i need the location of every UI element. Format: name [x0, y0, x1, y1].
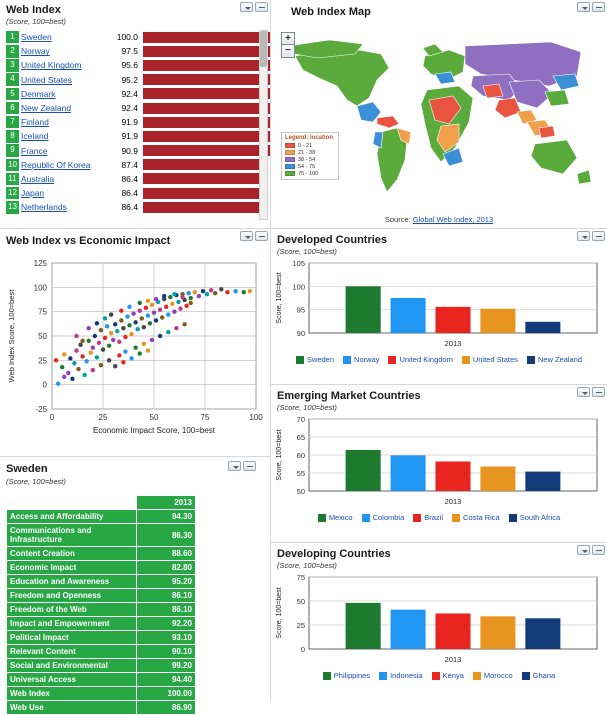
rank-badge: 11 — [6, 173, 19, 186]
sweden-table — [6, 495, 196, 715]
rank-badge: 2 — [6, 45, 19, 58]
minimize-icon[interactable] — [592, 2, 605, 12]
indicator-value: 94.40 — [137, 673, 196, 687]
country-link[interactable]: United Kingdom — [21, 60, 82, 71]
map-header-buttons — [577, 2, 605, 12]
legend-swatch — [285, 164, 295, 169]
indicator-value: 94.30 — [137, 510, 196, 524]
legend-item[interactable] — [462, 355, 518, 364]
bar — [143, 117, 272, 128]
zoom-in-button[interactable]: + — [281, 32, 295, 45]
table-row — [7, 589, 196, 603]
svg-text:Score, 100=best: Score, 100=best — [276, 272, 283, 324]
rank-badge: 7 — [6, 116, 19, 129]
svg-text:2013: 2013 — [444, 339, 462, 348]
scatter-panel — [0, 229, 270, 456]
country-link[interactable]: France — [21, 145, 48, 156]
score-value: 92.4 — [121, 88, 138, 99]
table-row — [7, 510, 196, 524]
table-header-blank — [7, 496, 137, 510]
developed-title: Developed Countries — [277, 234, 388, 246]
country-link[interactable]: New Zealand — [21, 103, 72, 114]
sweden-header-buttons — [228, 461, 256, 471]
svg-text:105: 105 — [292, 259, 305, 268]
legend-item[interactable] — [296, 355, 334, 364]
score-value: 100.0 — [116, 32, 138, 43]
scatter-header-buttons — [240, 231, 268, 241]
web-index-header — [0, 0, 270, 26]
indicator-value: 99.20 — [137, 659, 196, 673]
legend-item[interactable] — [432, 671, 464, 680]
table-row — [7, 561, 196, 575]
indicator-label: Web Index — [7, 687, 137, 701]
developing-title: Developing Countries — [277, 548, 391, 560]
legend-label: Norway — [354, 355, 380, 364]
indicator-value: 88.60 — [137, 547, 196, 561]
table-row — [7, 603, 196, 617]
score-value: 90.9 — [121, 145, 138, 156]
minimize-icon[interactable] — [592, 231, 605, 241]
legend-swatch — [323, 672, 331, 680]
legend-item[interactable] — [527, 355, 582, 364]
legend-label: Morocco — [483, 671, 513, 680]
sweden-title: Sweden — [6, 463, 48, 475]
legend-label: Ghana — [532, 671, 556, 680]
developing-chart[interactable] — [271, 571, 607, 673]
country-link[interactable]: Finland — [21, 117, 49, 128]
svg-text:75: 75 — [296, 573, 305, 582]
map-source-link[interactable]: Global Web Index, 2013 — [412, 215, 494, 224]
legend-label: 38 - 54 — [298, 156, 316, 163]
score-value: 92.4 — [121, 103, 138, 114]
rank-badge: 13 — [6, 201, 19, 214]
developed-header-buttons — [577, 231, 605, 241]
list-item[interactable] — [6, 44, 256, 58]
legend-label: Indonesia — [390, 671, 423, 680]
svg-text:55: 55 — [296, 469, 305, 478]
svg-text:Score, 100=best: Score, 100=best — [276, 587, 283, 639]
bar — [143, 202, 264, 213]
legend-label: New Zealand — [537, 355, 583, 364]
svg-text:2013: 2013 — [444, 655, 462, 664]
bar-track — [143, 60, 277, 71]
map-zoom-controls[interactable] — [281, 32, 295, 58]
emerging-legend — [271, 513, 607, 522]
indicator-value: 86.30 — [137, 524, 196, 547]
legend-label: United States — [472, 355, 518, 364]
score-value: 86.4 — [121, 173, 138, 184]
chevron-down-icon[interactable] — [577, 2, 590, 12]
minimize-icon[interactable] — [255, 2, 268, 12]
bar-track — [143, 131, 272, 142]
bar-track — [143, 159, 265, 170]
table-row — [7, 645, 196, 659]
developed-header — [271, 229, 607, 255]
indicator-value: 95.20 — [137, 575, 196, 589]
list-item[interactable] — [6, 158, 256, 172]
svg-text:90: 90 — [296, 329, 305, 338]
developing-header-buttons — [577, 545, 605, 555]
legend-swatch — [296, 356, 304, 364]
table-row — [7, 701, 196, 715]
minimize-icon[interactable] — [592, 387, 605, 397]
minimize-icon[interactable] — [255, 231, 268, 241]
svg-text:25: 25 — [98, 413, 108, 422]
map-source-prefix: Source: — [384, 215, 413, 224]
legend-swatch — [318, 514, 326, 522]
indicator-label: Social and Environmental — [7, 659, 137, 673]
scatter-title: Web Index vs Economic Impact — [6, 235, 171, 247]
developed-subtitle: (Score, 100=best) — [277, 247, 337, 256]
rank-badge: 3 — [6, 59, 19, 72]
svg-text:Score, 100=best: Score, 100=best — [276, 429, 283, 481]
rank-badge: 12 — [6, 187, 19, 200]
map-legend — [281, 132, 339, 180]
legend-item[interactable] — [318, 513, 353, 522]
indicator-value: 86.10 — [137, 589, 196, 603]
bar-track — [143, 103, 272, 114]
legend-swatch — [452, 514, 460, 522]
country-link[interactable]: United States — [21, 74, 73, 85]
scatter-svg — [0, 253, 270, 453]
legend-item — [285, 142, 335, 149]
indicator-value: 86.10 — [137, 603, 196, 617]
emerging-title: Emerging Market Countries — [277, 390, 421, 402]
legend-swatch — [285, 157, 295, 162]
svg-text:125: 125 — [33, 259, 47, 268]
bar-track — [143, 88, 272, 99]
list-item[interactable] — [6, 87, 256, 101]
indicator-label: Content Creation — [7, 547, 137, 561]
legend-swatch — [362, 514, 370, 522]
legend-swatch — [432, 672, 440, 680]
svg-text:50: 50 — [296, 487, 305, 496]
table-row — [7, 575, 196, 589]
bar — [143, 88, 272, 99]
list-item[interactable] — [6, 186, 256, 200]
legend-item[interactable] — [343, 355, 379, 364]
bar — [143, 131, 272, 142]
scatter-header — [0, 229, 270, 255]
svg-text:70: 70 — [296, 415, 305, 424]
bar-chart-svg — [271, 571, 607, 673]
bar-track — [143, 74, 276, 85]
page-title: Web Index — [6, 4, 61, 16]
minimize-icon[interactable] — [592, 545, 605, 555]
svg-text:0: 0 — [49, 413, 55, 422]
legend-label: Brazil — [424, 513, 444, 522]
list-item[interactable] — [6, 115, 256, 129]
legend-label: 75 - 100 — [298, 170, 319, 177]
country-link[interactable]: Australia — [21, 173, 55, 184]
list-item[interactable] — [6, 101, 256, 115]
web-index-subtitle: (Score, 100=best) — [6, 17, 66, 26]
country-link[interactable]: Republic Of Korea — [21, 159, 91, 170]
bar-track — [143, 202, 264, 213]
bar-track — [143, 145, 270, 156]
world-map[interactable] — [277, 28, 601, 206]
list-item[interactable] — [6, 200, 256, 214]
svg-text:-25: -25 — [35, 405, 47, 414]
web-index-list — [6, 30, 256, 214]
web-index-scrollbar[interactable] — [259, 30, 268, 220]
developing-subtitle: (Score, 100=best) — [277, 561, 337, 570]
indicator-label: Access and Affordability — [7, 510, 137, 524]
rank-badge: 1 — [6, 31, 19, 44]
bar — [143, 188, 264, 199]
bar-chart-svg — [271, 257, 607, 357]
legend-swatch — [388, 356, 396, 364]
country-link[interactable]: Denmark — [21, 88, 56, 99]
country-link[interactable]: Sweden — [21, 32, 52, 43]
rank-badge: 8 — [6, 130, 19, 143]
svg-text:95: 95 — [296, 305, 305, 315]
chevron-down-icon[interactable] — [577, 231, 590, 241]
sweden-header — [0, 457, 270, 486]
indicator-label: Economic Impact — [7, 561, 137, 575]
sweden-subtitle: (Score, 100=best) — [6, 477, 66, 486]
indicator-label: Web Use — [7, 701, 137, 715]
legend-swatch — [285, 150, 295, 155]
svg-text:60: 60 — [296, 451, 305, 460]
svg-text:65: 65 — [296, 433, 305, 442]
scrollbar-thumb[interactable] — [260, 31, 267, 67]
web-index-header-buttons — [240, 2, 268, 12]
minimize-icon[interactable] — [243, 461, 256, 471]
svg-text:100: 100 — [292, 282, 305, 292]
sweden-panel — [0, 457, 270, 712]
table-row — [7, 673, 196, 687]
legend-label: Mexico — [328, 513, 353, 522]
score-value: 87.4 — [121, 159, 138, 170]
score-value: 86.4 — [121, 202, 138, 213]
bar — [143, 74, 276, 85]
legend-swatch — [473, 672, 481, 680]
legend-swatch — [527, 356, 535, 364]
scatter-plot[interactable] — [0, 253, 270, 453]
list-item[interactable] — [6, 129, 256, 143]
list-item[interactable] — [6, 58, 256, 72]
list-item[interactable] — [6, 73, 256, 87]
map-header — [271, 0, 607, 26]
legend-item[interactable] — [362, 513, 405, 522]
legend-label: 0 - 21 — [298, 142, 313, 149]
web-index-map-panel — [271, 0, 607, 228]
legend-label: 21 - 38 — [298, 149, 316, 156]
bar-track — [143, 117, 272, 128]
indicator-label: Relevant Content — [7, 645, 137, 659]
svg-text:2013: 2013 — [444, 497, 462, 506]
legend-swatch — [462, 356, 470, 364]
country-link[interactable]: Netherlands — [21, 202, 67, 213]
score-value: 91.9 — [121, 117, 138, 128]
legend-label: 54 - 75 — [298, 163, 316, 170]
svg-text:0: 0 — [300, 645, 305, 654]
legend-item — [285, 156, 335, 163]
indicator-value: 86.90 — [137, 701, 196, 715]
table-header-year: 2013 — [137, 496, 196, 510]
indicator-value: 90.10 — [137, 645, 196, 659]
developed-panel — [271, 229, 607, 384]
country-link[interactable]: Iceland — [21, 131, 49, 142]
legend-item[interactable] — [379, 671, 423, 680]
legend-label: United Kingdom — [399, 355, 453, 364]
table-row — [7, 687, 196, 701]
country-link[interactable]: Japan — [21, 188, 45, 199]
score-value: 95.6 — [121, 60, 138, 71]
indicator-label: Communications and Infrastructure — [7, 524, 137, 547]
svg-text:Economic Impact Score, 100=bes: Economic Impact Score, 100=best — [92, 426, 216, 435]
legend-swatch — [413, 514, 421, 522]
legend-label: Colombia — [372, 513, 405, 522]
legend-item — [285, 149, 335, 156]
bar — [143, 60, 277, 71]
legend-swatch — [285, 143, 295, 148]
legend-swatch — [509, 514, 517, 522]
chevron-down-icon[interactable] — [228, 461, 241, 471]
developed-legend — [271, 355, 607, 364]
legend-label: Costa Rica — [463, 513, 500, 522]
legend-item[interactable] — [509, 513, 560, 522]
bar-track — [143, 173, 264, 184]
legend-item — [285, 163, 335, 170]
legend-swatch — [285, 171, 295, 176]
indicator-label: Freedom and Openness — [7, 589, 137, 603]
score-value: 97.5 — [121, 46, 138, 57]
svg-text:25: 25 — [38, 356, 47, 366]
legend-item[interactable] — [473, 671, 513, 680]
rank-badge: 4 — [6, 73, 19, 86]
rank-badge: 10 — [6, 159, 19, 172]
emerging-header-buttons — [577, 387, 605, 397]
score-value: 95.2 — [121, 74, 138, 85]
list-item[interactable] — [6, 172, 256, 186]
list-item[interactable] — [6, 30, 256, 44]
chevron-down-icon[interactable] — [240, 231, 253, 241]
developing-header — [271, 543, 607, 569]
svg-text:50: 50 — [38, 332, 47, 341]
svg-text:100: 100 — [33, 283, 47, 293]
legend-label: South Africa — [519, 513, 561, 522]
legend-swatch — [343, 356, 351, 364]
rank-badge: 5 — [6, 88, 19, 101]
table-row — [7, 617, 196, 631]
map-source — [271, 215, 607, 224]
indicator-label: Freedom of the Web — [7, 603, 137, 617]
svg-text:50: 50 — [296, 597, 305, 606]
emerging-panel — [271, 385, 607, 542]
bar — [143, 103, 272, 114]
indicator-value: 82.80 — [137, 561, 196, 575]
legend-swatch — [379, 672, 387, 680]
indicator-value: 92.20 — [137, 617, 196, 631]
svg-text:Web Index Score, 100=best: Web Index Score, 100=best — [7, 289, 16, 383]
developing-panel — [271, 543, 607, 701]
legend-item — [285, 170, 335, 177]
zoom-out-button[interactable]: − — [281, 45, 295, 58]
legend-item[interactable] — [452, 513, 500, 522]
chevron-down-icon[interactable] — [577, 545, 590, 555]
country-link[interactable]: Norway — [21, 46, 50, 57]
svg-text:25: 25 — [296, 621, 305, 630]
svg-text:75: 75 — [200, 413, 210, 422]
developed-chart[interactable] — [271, 257, 607, 357]
emerging-header — [271, 385, 607, 411]
legend-label: Philippines — [333, 671, 371, 680]
svg-text:75: 75 — [38, 307, 47, 317]
indicator-value: 100.00 — [137, 687, 196, 701]
chevron-down-icon[interactable] — [240, 2, 253, 12]
legend-swatch — [522, 672, 530, 680]
indicator-label: Universal Access — [7, 673, 137, 687]
svg-text:100: 100 — [249, 413, 263, 422]
legend-title: Legend: location — [285, 135, 333, 141]
developing-legend — [271, 671, 607, 680]
table-row — [7, 547, 196, 561]
table-row — [7, 631, 196, 645]
indicator-label: Impact and Empowerment — [7, 617, 137, 631]
legend-item[interactable] — [323, 671, 370, 680]
bar-chart-svg — [271, 413, 607, 515]
svg-text:0: 0 — [42, 380, 47, 390]
rank-badge: 9 — [6, 144, 19, 157]
score-value: 86.4 — [121, 188, 138, 199]
table-row — [7, 659, 196, 673]
indicator-label: Political Impact — [7, 631, 137, 645]
svg-text:50: 50 — [149, 413, 159, 422]
chevron-down-icon[interactable] — [577, 387, 590, 397]
table-row — [7, 524, 196, 547]
bar-track — [143, 188, 264, 199]
indicator-label: Education and Awareness — [7, 575, 137, 589]
rank-badge: 6 — [6, 102, 19, 115]
bar — [143, 173, 264, 184]
score-value: 91.9 — [121, 131, 138, 142]
indicator-value: 93.10 — [137, 631, 196, 645]
map-title: Web Index Map — [291, 6, 371, 18]
emerging-subtitle: (Score, 100=best) — [277, 403, 337, 412]
legend-item[interactable] — [413, 513, 443, 522]
bar — [143, 159, 265, 170]
table-header-row — [7, 496, 196, 510]
list-item[interactable] — [6, 144, 256, 158]
web-index-panel — [0, 0, 270, 228]
emerging-chart[interactable] — [271, 413, 607, 515]
legend-item[interactable] — [522, 671, 556, 680]
legend-item[interactable] — [388, 355, 452, 364]
legend-label: Sweden — [306, 355, 335, 364]
bar — [143, 145, 270, 156]
legend-label: Kenya — [442, 671, 464, 680]
